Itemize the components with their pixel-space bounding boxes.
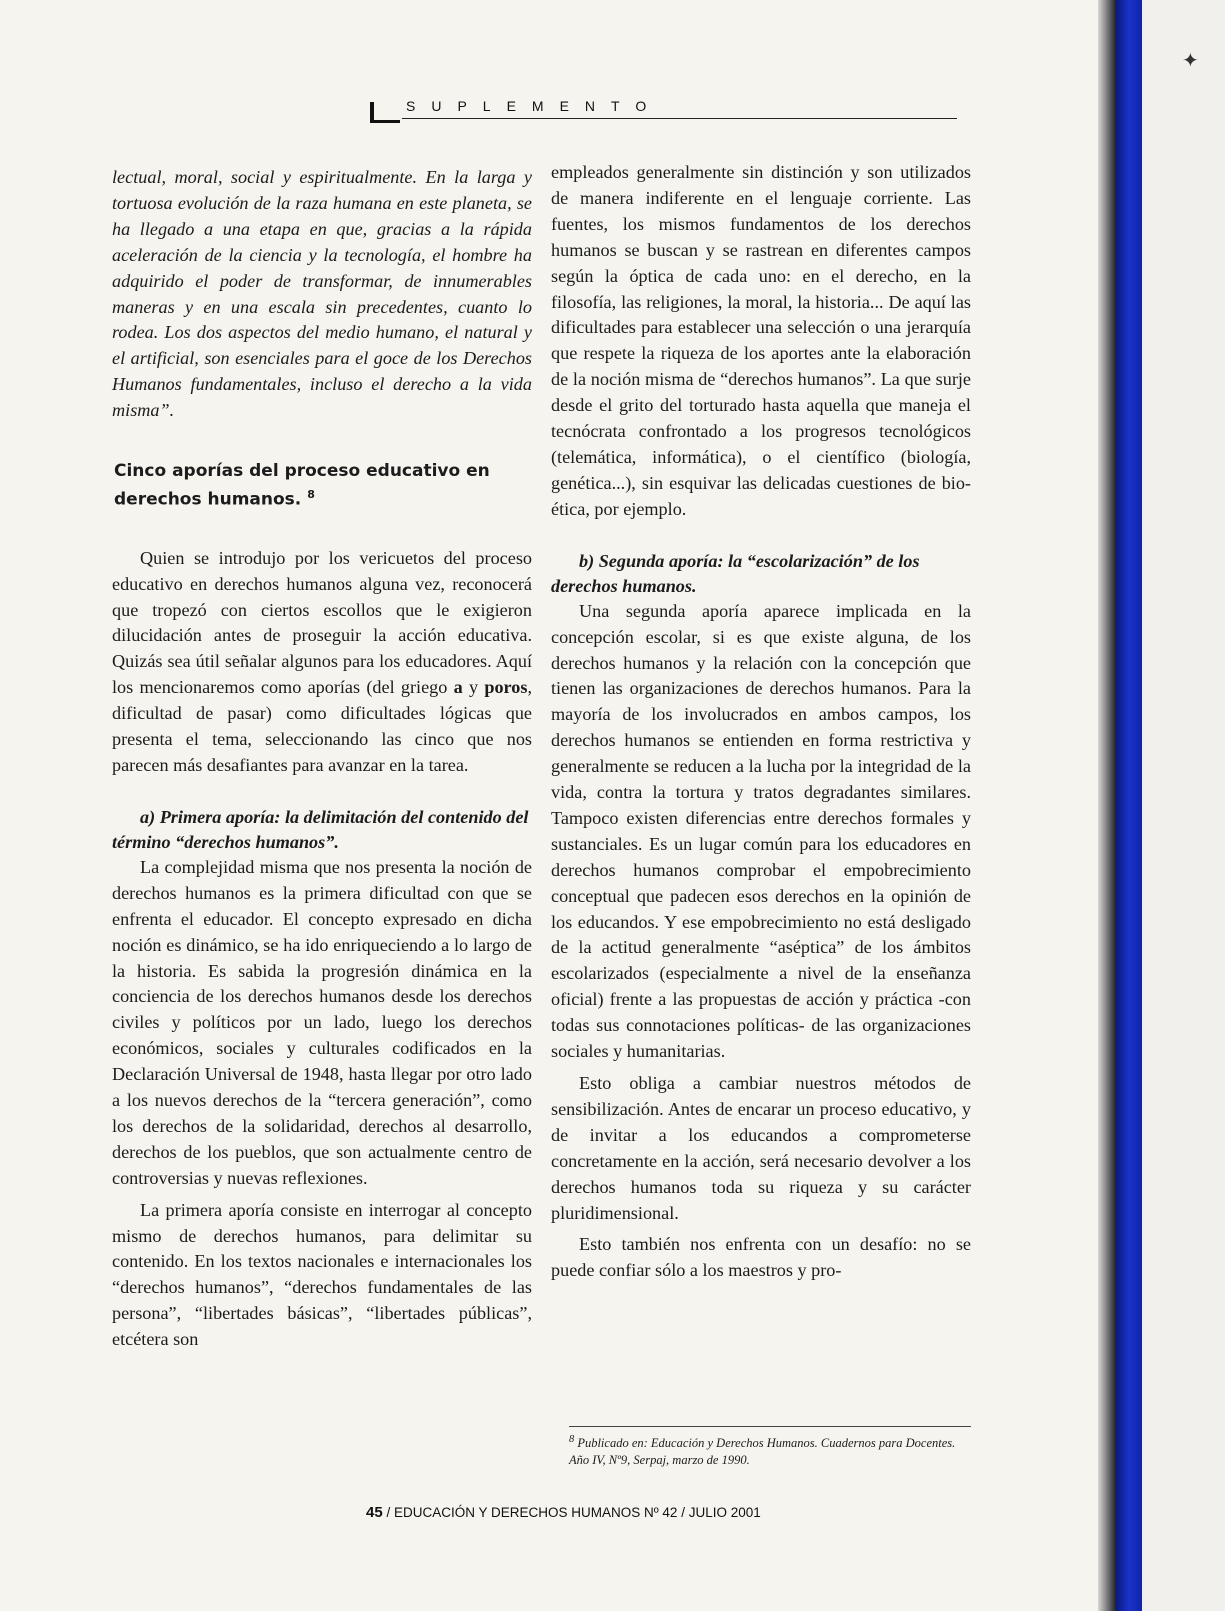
bold-term: a [453, 677, 463, 698]
left-column [112, 165, 532, 1353]
intro-quote: lectual, moral, social y espiritualmente. En la larga y tortuosa evolución de la raza humana en este planeta, se ha llegado a una etapa en que, gracias a la rápida aceleración de la ciencia y la tecnología, el hombre ha adquirido el poder de transformar, de innumerables maneras y en una escala sin precedentes, cuanto lo rodea. Los dos aspectos del medio humano, el natural y el artificial, son esenciales para el goce de los Derechos Humanos fundamentales, incluso el derecho a la vida misma”. [112, 167, 532, 421]
paragraph: Esto obliga a cambiar nuestros métodos de sensibilización. Antes de encarar un proceso educativo, y de invitar a los educandos a comprometerse concretamente en la acción, será necesario devolver a los derechos humanos toda su riqueza y su carácter pluridimensional. [551, 1073, 971, 1223]
footnote-reference: 8 [307, 488, 315, 502]
paragraph: Una segunda aporía aparece implicada en la concepción escolar, si es que existe alguna, de los derechos humanos y la relación con la concepción que tienen las organizaciones de derechos humanos. Para la mayoría de los involucrados en ambos campos, los derechos humanos se entienden en forma restrictiva y generalmente se reducen a la lucha por la integridad de la vida, contra la tortura y tratos degradantes similares. Tampoco existen diferencias entre derechos formales y sustanciales. Es un lugar común para los educadores en derechos humanos comprobar el empobrecimiento conceptual que padecen esos derechos en la opinión de los educandos. Y ese empobrecimiento no está desligado de la actitud generalmente “aséptica” de los ámbitos escolarizados (especialmente a nivel de la enseñanza oficial) frente a las propuestas de acción y práctica -con todas sus connotaciones políticas- de las organizaciones sociales y humanitarias. [551, 600, 971, 1062]
footnote-text: Publicado en: Educación y Derechos Humanos. Cuadernos para Docentes. Año IV, Nº9, Serpaj, marzo de 1990. [569, 1436, 956, 1468]
footnote-mark: 8 [569, 1434, 575, 1445]
footnote [569, 1426, 971, 1469]
margin-mark-icon: ✦ [1182, 48, 1199, 72]
paragraph: Esto también nos enfrenta con un desafío: no se puede confiar sólo a los maestros y pro- [551, 1234, 971, 1281]
header-underline-mark [370, 120, 400, 123]
section-heading [114, 460, 532, 512]
right-column [551, 160, 971, 1284]
paragraph: empleados generalmente sin distinción y son utilizados de manera indiferente en el lenguaje corriente. Las fuentes, los mismos fundamentos de los derechos humanos se buscan y se rastrean en diferentes campos según la óptica de cada uno: en el derecho, en la filosofía, las religiones, la moral, la historia... De aquí las dificultades para establecer una selección o una jerarquía que respete la riqueza de los aportes ante la elaboración de la noción misma de “derechos humanos”. La que surje desde el grito del torturado hasta aquella que maneja el tecnócrata confrontado a los progresos tecnológicos (telemática, informática), o el científico (biología, genética...), sin esquivar las delicadas cuestiones de bio-ética, por ejemplo. [551, 162, 971, 519]
page-binding-shadow [1098, 0, 1116, 1611]
paragraph: La complejidad misma que nos presenta la noción de derechos humanos es la primera dificultad con que se enfrenta el educador. El concepto expresado en dicha noción es dinámico, se ha ido enriqueciendo a lo largo de la historia. Es sabida la progresión dinámica en la conciencia de los derechos humanos desde los derechos civiles y políticos por un lado, luego los derechos económicos, sociales y culturales codificados en la Declaración Universal de 1948, hasta llegar por otro lado a los nuevos derechos de la “tercera generación”, como los derechos de la solidaridad, derechos al desarrollo, derechos de los pueblos, que son actualmente centro de controversias y nuevas reflexiones. [112, 856, 532, 1188]
scanner-background [1142, 0, 1225, 1611]
paragraph-intro [112, 546, 532, 779]
subheading-a: a) Primera aporía: la delimitación del contenido del término “derechos humanos”. [112, 806, 529, 852]
header-bar-mark [370, 102, 374, 122]
paragraph: La primera aporía consiste en interrogar al concepto mismo de derechos humanos, para delimitar su contenido. En los textos nacionales e internacionales los “derechos humanos”, “derechos fundamentales de las persona”, “libertades básicas”, “libertades públicas”, etcétera son [112, 1199, 532, 1350]
header-rule [402, 118, 957, 119]
blue-cover-edge [1116, 0, 1142, 1611]
section-heading-text: Cinco aporías del proceso educativo en derechos humanos. [114, 461, 490, 510]
header-section-label: SUPLEMENTO [406, 98, 663, 114]
bold-term: poros [484, 677, 528, 698]
paragraph-text: Quien se introdujo por los vericuetos del proceso educativo en derechos humanos alguna vez, reconocerá que tropezó con ciertos escollos que le exigieron dilucidación antes de proseguir la acción educativa. Quizás sea útil señalar algunos para los educadores. Aquí los mencionaremos como aporías (del griego [112, 547, 532, 698]
paragraph-text: y [462, 677, 485, 698]
page-footer [366, 1504, 766, 1521]
publication-info: / EDUCACIÓN Y DERECHOS HUMANOS Nº 42 / JULIO 2001 [386, 1505, 761, 1520]
page-number: 45 [366, 1504, 383, 1521]
paragraph-text: , dificultad de pasar) como dificultades lógicas que presenta el tema, seleccionando las cinco que nos parecen más desafiantes para avanzar en la tarea. [112, 677, 532, 775]
section-header [370, 96, 960, 126]
subheading-b: b) Segunda aporía: la “escolarización” de los derechos humanos. [551, 550, 920, 596]
